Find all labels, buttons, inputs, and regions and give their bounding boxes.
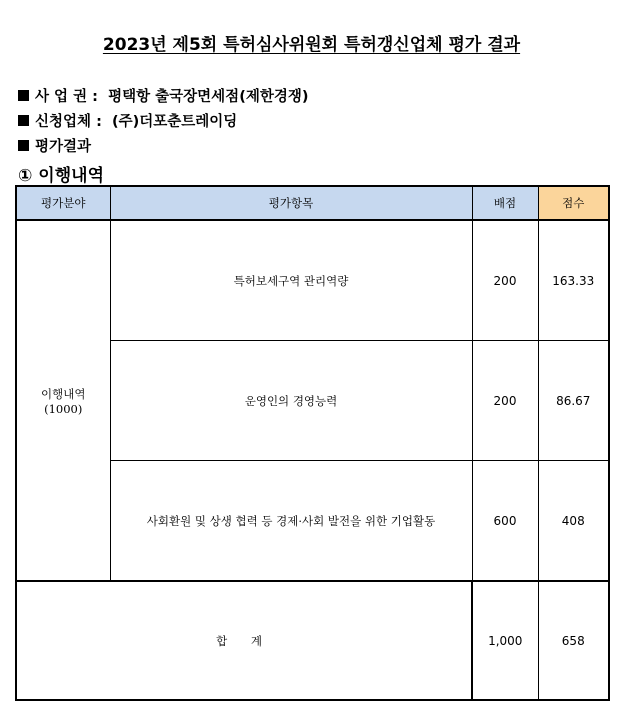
project-value: 평택항 출국장면세점(제한경쟁) — [108, 89, 309, 105]
header-allotted: 배점 — [472, 186, 538, 220]
item-cell: 운영인의 경영능력 — [110, 341, 472, 461]
table-row — [16, 220, 609, 341]
square-bullet-icon — [18, 140, 29, 151]
info-applicant — [18, 110, 237, 131]
category-points: (1000) — [44, 401, 83, 416]
category-cell — [16, 220, 110, 581]
info-result — [18, 135, 91, 156]
score-cell: 163.33 — [538, 220, 609, 341]
allotted-cell: 200 — [472, 220, 538, 341]
info-project — [18, 85, 308, 106]
score-cell: 86.67 — [538, 341, 609, 461]
applicant-label: 신청업체 : — [35, 114, 102, 130]
total-score: 658 — [538, 581, 609, 700]
allotted-cell: 600 — [472, 461, 538, 582]
item-cell: 특허보세구역 관리역량 — [110, 220, 472, 341]
applicant-value: (주)더포춘트레이딩 — [111, 114, 238, 130]
header-item: 평가항목 — [110, 186, 472, 220]
total-label: 합 계 — [16, 581, 472, 700]
project-label: 사 업 권 : — [35, 89, 98, 105]
square-bullet-icon — [18, 115, 29, 126]
header-score: 점수 — [538, 186, 609, 220]
category-name: 이행내역 — [41, 386, 86, 401]
header-field: 평가분야 — [16, 186, 110, 220]
allotted-cell: 200 — [472, 341, 538, 461]
item-cell: 사회환원 및 상생 협력 등 경제·사회 발전을 위한 기업활동 — [110, 461, 472, 582]
result-label: 평가결과 — [35, 139, 92, 155]
total-allotted: 1,000 — [472, 581, 538, 700]
page-title: 2023년 제5회 특허심사위원회 특허갱신업체 평가 결과 — [102, 35, 521, 55]
table-header-row — [16, 186, 609, 220]
total-row — [16, 581, 609, 700]
score-cell: 408 — [538, 461, 609, 582]
square-bullet-icon — [18, 90, 29, 101]
evaluation-table — [15, 185, 610, 701]
section-title: ① 이행내역 — [18, 166, 104, 186]
